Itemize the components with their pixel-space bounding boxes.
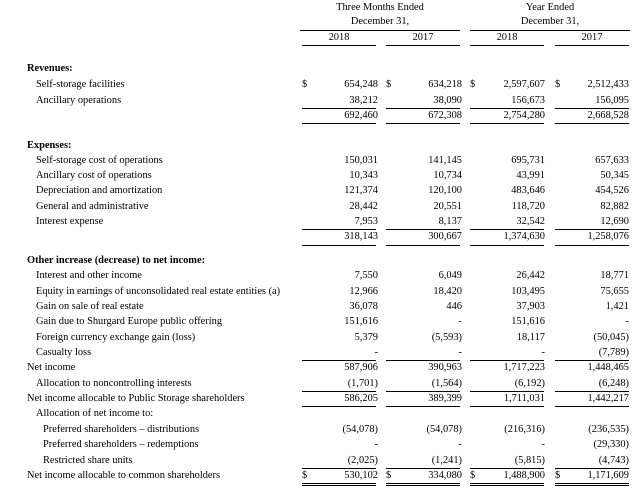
- cell-value: 120,100: [428, 185, 462, 196]
- cell-value: (4,743): [598, 455, 629, 466]
- cell-value: -: [541, 439, 545, 450]
- cell-value: 150,031: [344, 155, 378, 166]
- cell-value: 2,512,433: [587, 79, 629, 90]
- row-label: Gain on sale of real estate: [36, 301, 144, 312]
- total-rule: [386, 245, 460, 246]
- row-label: Ancillary operations: [36, 95, 122, 106]
- cell-value: 530,102: [344, 470, 378, 481]
- cell-value: 672,308: [428, 110, 462, 121]
- cell-value: (50,045): [593, 332, 629, 343]
- double-rule: [470, 485, 544, 486]
- cell-value: 10,343: [349, 170, 378, 181]
- cell-value: 1,374,630: [503, 231, 545, 242]
- cell-value: (54,078): [342, 424, 378, 435]
- subtotal-rule: [386, 108, 460, 109]
- cell-value: 151,616: [511, 316, 545, 327]
- cell-value: 75,655: [600, 286, 629, 297]
- cell-value: (7,789): [598, 347, 629, 358]
- section-title-expenses: Expenses:: [27, 140, 72, 151]
- cell-value: -: [625, 316, 629, 327]
- total-rule: [470, 123, 544, 124]
- currency-symbol: $: [470, 470, 476, 481]
- currency-symbol: $: [302, 470, 308, 481]
- currency-symbol: $: [386, 79, 392, 90]
- row-label: Preferred shareholders – distributions: [43, 424, 200, 435]
- cell-value: 1,258,076: [587, 231, 629, 242]
- cell-value: 82,882: [600, 201, 629, 212]
- header-year-ended-line2: December 31,: [520, 16, 580, 27]
- cell-value: (5,815): [514, 455, 545, 466]
- subtotal-rule: [470, 229, 544, 230]
- cell-value: 657,633: [595, 155, 629, 166]
- subtotal-rule: [555, 468, 629, 469]
- cell-value: 156,095: [595, 95, 629, 106]
- cell-value: 1,421: [605, 301, 629, 312]
- cell-value: 1,717,223: [503, 362, 545, 373]
- row-label: Interest and other income: [36, 270, 142, 281]
- cell-value: 2,754,280: [503, 110, 545, 121]
- row-label: Interest expense: [36, 216, 104, 227]
- cell-value: 390,963: [428, 362, 462, 373]
- currency-symbol: $: [302, 79, 308, 90]
- currency-symbol: $: [470, 79, 476, 90]
- year-underline-1: [302, 45, 376, 46]
- cell-value: (2,025): [347, 455, 378, 466]
- row-label: General and administrative: [36, 201, 149, 212]
- year-underline-3: [470, 45, 544, 46]
- row-label: Self-storage facilities: [36, 79, 125, 90]
- cell-value: 2,668,528: [587, 110, 629, 121]
- cell-value: 38,212: [349, 95, 378, 106]
- cell-value: 1,711,031: [503, 393, 545, 404]
- subtotal-rule: [555, 229, 629, 230]
- double-rule: [555, 485, 629, 486]
- subtotal-rule: [470, 468, 544, 469]
- subtotal-rule: [555, 108, 629, 109]
- cell-value: 1,171,609: [587, 470, 629, 481]
- total-rule: [555, 123, 629, 124]
- total-rule: [470, 245, 544, 246]
- total-rule: [386, 123, 460, 124]
- total-rule: [302, 123, 376, 124]
- cell-value: 389,399: [428, 393, 462, 404]
- cell-value: (6,248): [598, 378, 629, 389]
- row-label: Restricted share units: [43, 455, 133, 466]
- subtotal-rule: [386, 229, 460, 230]
- cell-value: 6,049: [438, 270, 462, 281]
- row-label: Preferred shareholders – redemptions: [43, 439, 199, 450]
- cell-value: (6,192): [514, 378, 545, 389]
- cell-value: 156,673: [511, 95, 545, 106]
- cell-value: 483,646: [511, 185, 545, 196]
- cell-value: -: [374, 347, 378, 358]
- total-rule: [555, 245, 629, 246]
- cell-value: 586,205: [344, 393, 378, 404]
- cell-value: -: [458, 439, 462, 450]
- header-divider-quarter: [300, 30, 460, 31]
- cell-value: 8,137: [438, 216, 462, 227]
- double-rule: [386, 485, 460, 486]
- subtotal-rule: [470, 391, 544, 392]
- cell-value: (216,316): [504, 424, 545, 435]
- subtotal-rule: [302, 391, 376, 392]
- subtotal-rule: [555, 391, 629, 392]
- cell-value: 634,218: [428, 79, 462, 90]
- cell-value: 587,906: [344, 362, 378, 373]
- header-three-months-line1: Three Months Ended: [336, 2, 424, 13]
- cell-value: 26,442: [516, 270, 545, 281]
- cell-value: 7,953: [354, 216, 378, 227]
- cell-value: 36,078: [349, 301, 378, 312]
- currency-symbol: $: [386, 470, 392, 481]
- cell-value: 37,903: [516, 301, 545, 312]
- row-label: Foreign currency exchange gain (loss): [36, 332, 196, 343]
- row-label: Net income allocable to common shareholders: [27, 470, 221, 481]
- cell-value: 5,379: [354, 332, 378, 343]
- cell-value: 318,143: [344, 231, 378, 242]
- row-label: Gain due to Shurgard Europe public offering: [36, 316, 223, 327]
- cell-value: 118,720: [511, 201, 545, 212]
- cell-value: (29,330): [593, 439, 629, 450]
- year-underline-2: [386, 45, 460, 46]
- row-label: Net income: [27, 362, 76, 373]
- subtotal-rule: [302, 108, 376, 109]
- double-rule: [302, 483, 376, 484]
- row-label: Self-storage cost of operations: [36, 155, 163, 166]
- year-col-2: 2017: [412, 32, 434, 43]
- subtotal-rule: [386, 391, 460, 392]
- subtotal-rule: [302, 360, 376, 361]
- header-three-months-line2: December 31,: [350, 16, 410, 27]
- cell-value: (1,241): [431, 455, 462, 466]
- cell-value: 12,966: [349, 286, 378, 297]
- cell-value: 1,442,217: [587, 393, 629, 404]
- cell-value: 121,374: [344, 185, 378, 196]
- cell-value: 692,460: [344, 110, 378, 121]
- cell-value: 141,145: [428, 155, 462, 166]
- subtotal-rule: [470, 406, 544, 407]
- total-rule: [302, 245, 376, 246]
- row-label: Net income allocable to Public Storage shareholders: [27, 393, 245, 404]
- year-col-3: 2018: [496, 32, 518, 43]
- cell-value: 10,734: [433, 170, 462, 181]
- cell-value: (1,564): [431, 378, 462, 389]
- cell-value: -: [458, 316, 462, 327]
- cell-value: 50,345: [600, 170, 629, 181]
- cell-value: 43,991: [516, 170, 545, 181]
- cell-value: 151,616: [344, 316, 378, 327]
- subtotal-rule: [470, 108, 544, 109]
- section-title-other: Other increase (decrease) to net income:: [27, 255, 206, 266]
- year-underline-4: [555, 45, 629, 46]
- cell-value: 7,550: [354, 270, 378, 281]
- row-label: Allocation of net income to:: [36, 408, 154, 419]
- cell-value: 1,488,900: [503, 470, 545, 481]
- cell-value: 18,771: [600, 270, 629, 281]
- cell-value: 454,526: [595, 185, 629, 196]
- year-col-4: 2017: [581, 32, 603, 43]
- cell-value: 695,731: [511, 155, 545, 166]
- subtotal-rule: [470, 360, 544, 361]
- cell-value: 32,542: [516, 216, 545, 227]
- cell-value: (236,535): [588, 424, 629, 435]
- subtotal-rule: [386, 360, 460, 361]
- row-label: Equity in earnings of unconsolidated real estate entities (a): [36, 286, 281, 297]
- subtotal-rule: [302, 229, 376, 230]
- currency-symbol: $: [555, 79, 561, 90]
- cell-value: -: [374, 439, 378, 450]
- header-divider-year: [470, 30, 630, 31]
- section-title-revenues: Revenues:: [27, 63, 73, 74]
- subtotal-rule: [386, 468, 460, 469]
- subtotal-rule: [302, 406, 376, 407]
- cell-value: 12,690: [600, 216, 629, 227]
- cell-value: 18,117: [516, 332, 545, 343]
- cell-value: 654,248: [344, 79, 378, 90]
- cell-value: (5,593): [431, 332, 462, 343]
- row-label: Depreciation and amortization: [36, 185, 163, 196]
- row-label: Allocation to noncontrolling interests: [36, 378, 192, 389]
- cell-value: (54,078): [426, 424, 462, 435]
- double-rule: [470, 483, 544, 484]
- row-label: Casualty loss: [36, 347, 92, 358]
- double-rule: [555, 483, 629, 484]
- header-year-ended-line1: Year Ended: [525, 2, 575, 13]
- cell-value: 300,667: [428, 231, 462, 242]
- cell-value: 446: [446, 301, 462, 312]
- cell-value: 28,442: [349, 201, 378, 212]
- row-label: Ancillary cost of operations: [36, 170, 152, 181]
- subtotal-rule: [386, 406, 460, 407]
- currency-symbol: $: [555, 470, 561, 481]
- cell-value: 103,495: [511, 286, 545, 297]
- cell-value: 2,597,607: [503, 79, 545, 90]
- cell-value: 20,551: [433, 201, 462, 212]
- subtotal-rule: [555, 360, 629, 361]
- double-rule: [302, 485, 376, 486]
- subtotal-rule: [555, 406, 629, 407]
- cell-value: (1,701): [347, 378, 378, 389]
- cell-value: 334,080: [428, 470, 462, 481]
- double-rule: [386, 483, 460, 484]
- year-col-1: 2018: [328, 32, 350, 43]
- cell-value: 38,090: [433, 95, 462, 106]
- cell-value: -: [458, 347, 462, 358]
- cell-value: 1,448,465: [587, 362, 629, 373]
- cell-value: -: [541, 347, 545, 358]
- subtotal-rule: [302, 468, 376, 469]
- cell-value: 18,420: [433, 286, 462, 297]
